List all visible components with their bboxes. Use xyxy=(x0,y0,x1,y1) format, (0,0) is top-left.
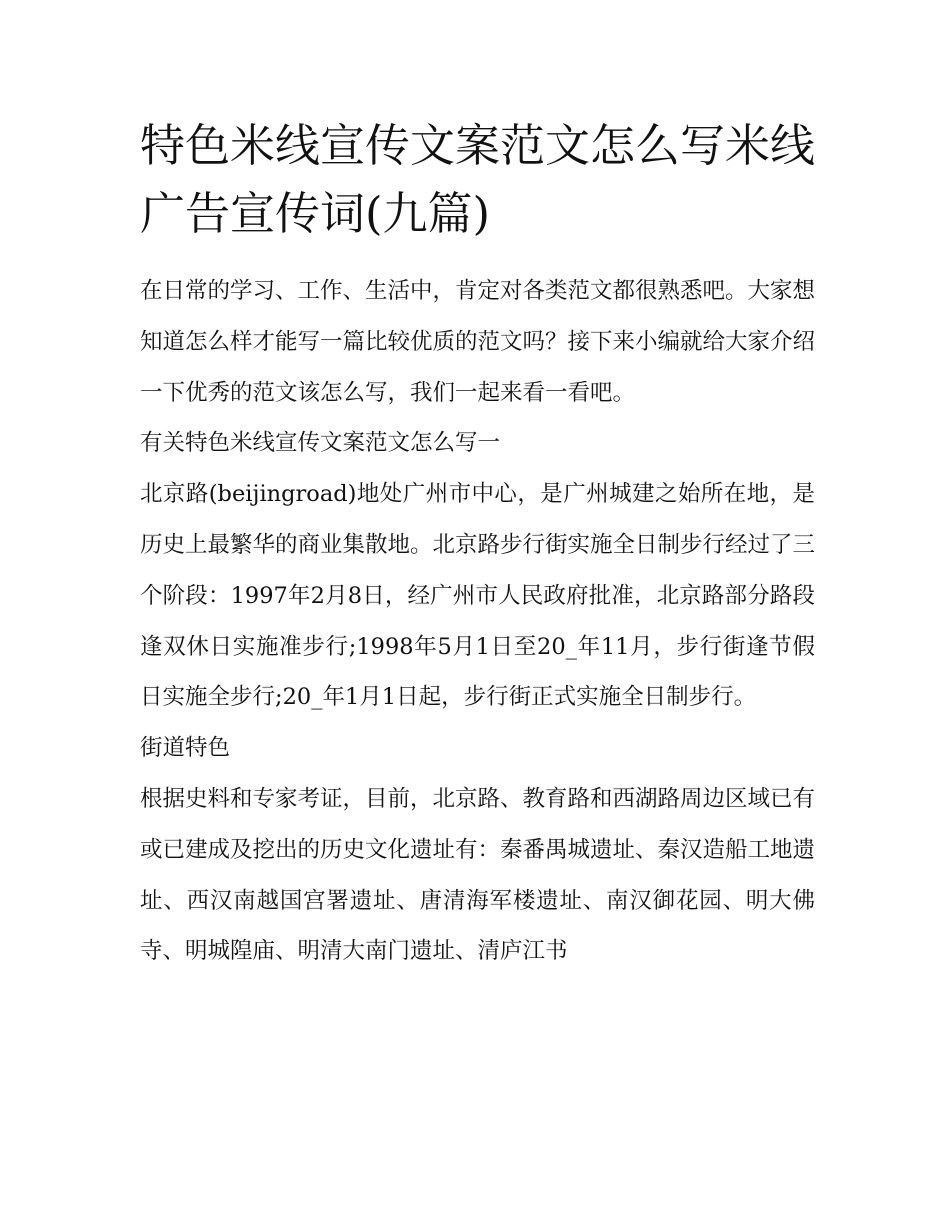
section-heading: 有关特色米线宣传文案范文怎么写一 xyxy=(140,430,501,457)
street-heading: 街道特色 xyxy=(140,735,231,762)
document-title: 特色米线宣传文案范文怎么写米线广告宣传词(九篇) xyxy=(140,119,816,240)
section-body-paragraph: 北京路(beijingroad)地处广州市中心，是广州城建之始所在地，是历史上最繁华的商业集散地。北京路步行街实施全日制步行经过了三个阶段：1997年2月8日，经广州市人民政府批准，北京路部分路段逢双休日实施准步行;1998年5月1日至20_年11月，步行街逢节假日实施全步行;20_年1月1日起，步行街正式实施全日制步行。 xyxy=(140,481,816,711)
intro-paragraph: 在日常的学习、工作、生活中，肯定对各类范文都很熟悉吧。大家想知道怎么样才能写一篇比较优质的范文吗？接下来小编就给大家介绍一下优秀的范文该怎么写，我们一起来看一看吧。 xyxy=(140,278,816,406)
document-page xyxy=(140,112,815,977)
street-body-paragraph: 根据史料和专家考证，目前，北京路、教育路和西湖路周边区域已有或已建成及挖出的历史文化遗址有：秦番禺城遗址、秦汉造船工地遗址、西汉南越国宫署遗址、唐清海军楼遗址、南汉御花园、明大佛寺、明城隍庙、明清大南门遗址、清庐江书 xyxy=(140,785,816,965)
